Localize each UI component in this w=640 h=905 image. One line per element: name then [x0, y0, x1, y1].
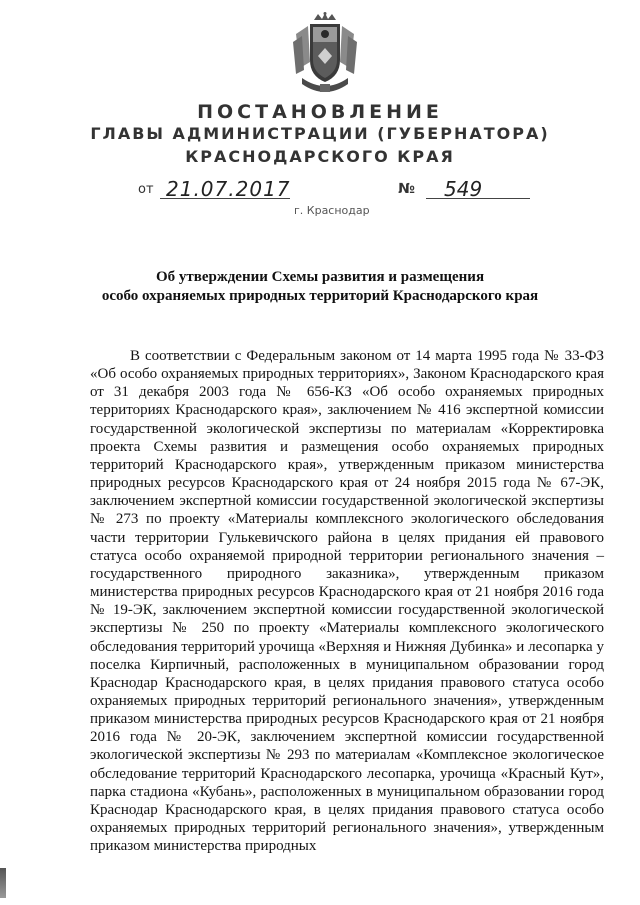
document-title-line-1: Об утверждении Схемы развития и размещения	[155, 269, 485, 285]
document-title-line-2: особо охраняемых природных территорий Краснодарского края	[101, 288, 539, 304]
coat-of-arms-icon	[290, 12, 360, 96]
number-label: №	[398, 181, 415, 197]
scan-artifact	[0, 868, 6, 898]
handwritten-number: 549	[444, 177, 483, 201]
city-label: г. Краснодар	[294, 204, 370, 217]
region-heading: КРАСНОДАРСКОГО КРАЯ	[185, 147, 455, 166]
handwritten-date: 21.07.2017	[166, 177, 291, 201]
body-paragraph: В соответствии с Федеральным законом от 14 марта 1995 года № 33-ФЗ «Об особо охраняемых природных территориях», Законом Краснодарского края от 31 декабря 2003 года № 656-КЗ «Об особо охраняемых природных территориях Краснодарского края», заключением № 416 экспертной комиссии государственной экологической экспертизы по материалам «Корректировка проекта Схемы развития и размещения особо охраняемых природных территорий Краснодарского края», утвержденным приказом министерства природных ресурсов Краснодарского края от 24 ноября 2015 года № 67-ЭК, заключением экспертной комиссии государственной экологической экспертизы № 273 по проекту «Материалы комплексного экологического обследования части территории Гулькевичского района в целях придания ей правового статуса особо охраняемой природной территории регионального значения – государственного природного заказника», утвержденным приказом министерства природных ресурсов Краснодарского края от 21 ноября 2016 года № 19-ЭК, заключением экспертной комиссии государственной экологической экспертизы № 250 по проекту «Материалы комплексного экологического обследования территорий урочища «Верхняя и Нижняя Дубинка» и лесопарка у поселка Кирпичный, расположенных в муниципальном образовании город Краснодар Краснодарского края, в целях придания правового статуса особо охраняемых природных территорий регионального значения», утвержденным приказом министерства природных ресурсов Краснодарского края от 21 ноября 2016 года № 20-ЭК, заключением экспертной комиссии государственной экологической экспертизы № 293 по материалам «Комплексное экологическое обследование территорий Краснодарского лесопарка, урочища «Красный Кут», парка стадиона «Кубань», расположенных в муниципальном образовании город Краснодар Краснодарского края, в целях придания правового статуса особо охраняемых природных территорий регионального значения», утвержденным приказом министерства природных	[90, 348, 604, 855]
date-number-line	[0, 178, 640, 202]
document-type-heading: ПОСТАНОВЛЕНИЕ	[197, 101, 443, 123]
issuer-heading: ГЛАВЫ АДМИНИСТРАЦИИ (ГУБЕРНАТОРА)	[90, 124, 550, 143]
date-label: от	[138, 182, 154, 197]
